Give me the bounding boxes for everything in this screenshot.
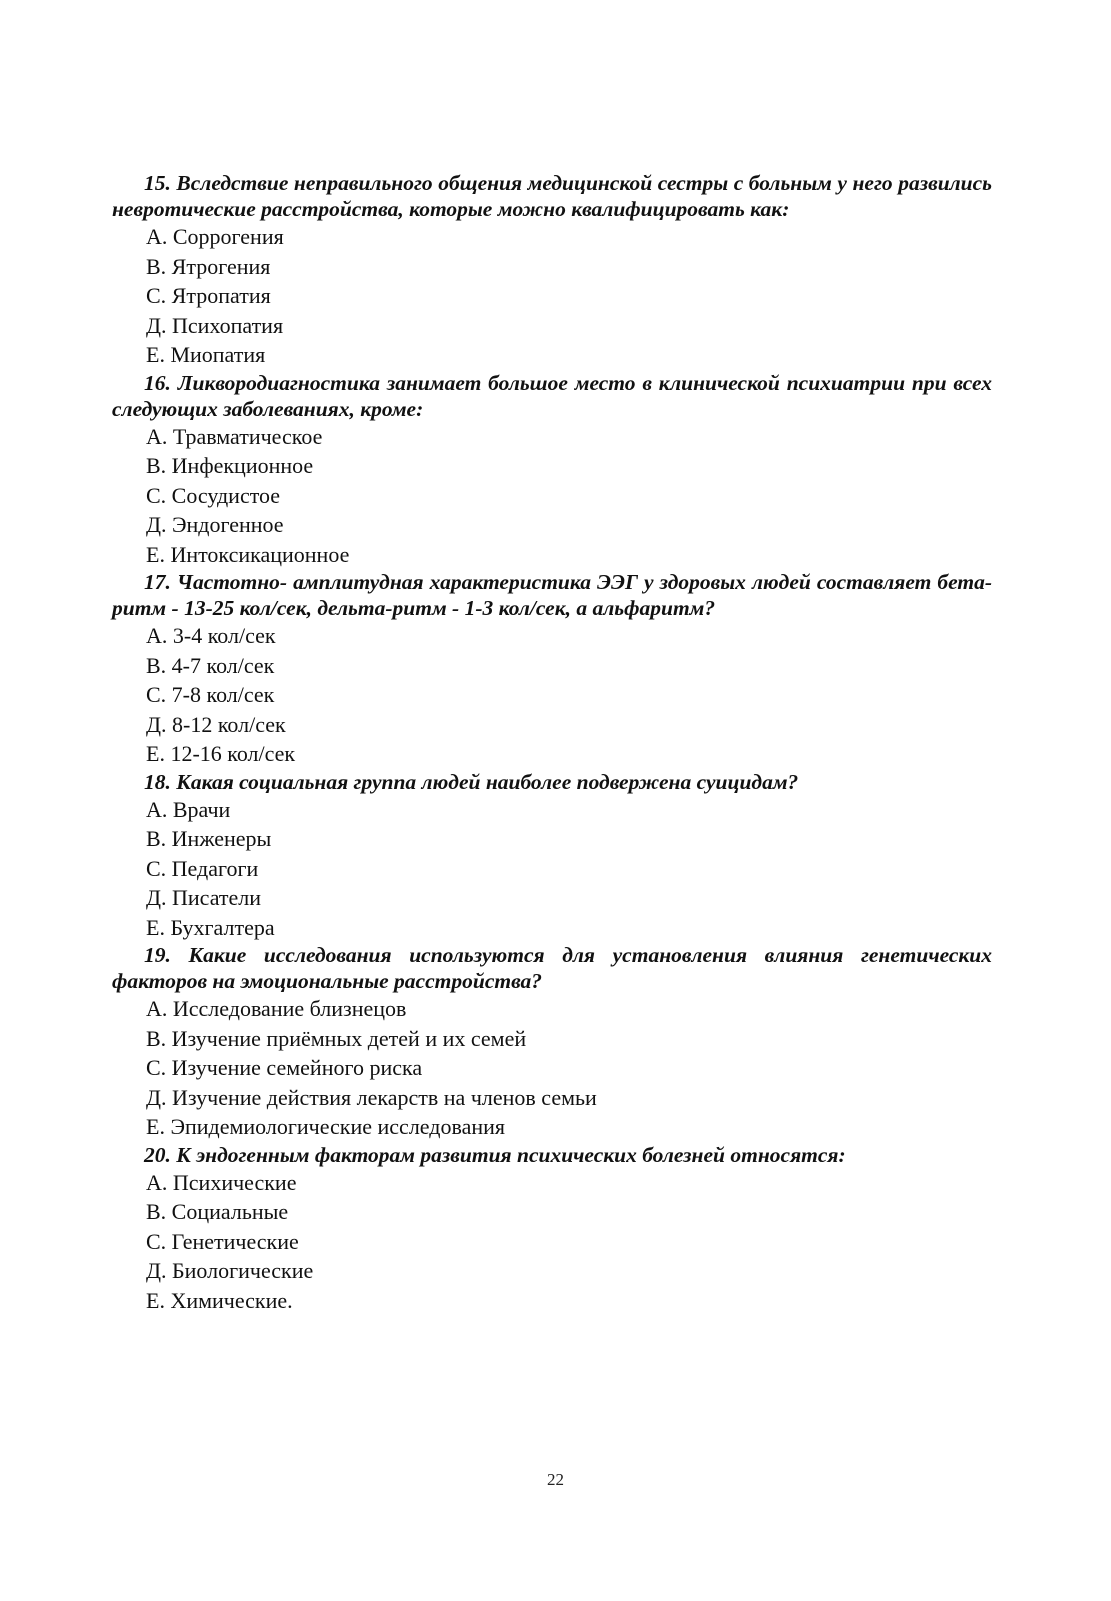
question-16 bbox=[112, 370, 992, 570]
answer-option-e: Е. Бухгалтера bbox=[146, 914, 275, 940]
answer-option-b: В. Социальные bbox=[146, 1199, 289, 1224]
answer-option-b: В. Инженеры bbox=[146, 826, 272, 851]
answer-option-a: А. Исследование близнецов bbox=[146, 996, 407, 1021]
question-text bbox=[112, 769, 992, 795]
answer-options bbox=[112, 1168, 992, 1316]
answer-option-e: Е. Интоксикационное bbox=[146, 541, 350, 567]
answer-option-d: Д. Писатели bbox=[146, 885, 262, 910]
question-20 bbox=[112, 1142, 992, 1316]
answer-option-c: С. Педагоги bbox=[146, 855, 259, 881]
answer-option-a: А. Врачи bbox=[146, 796, 231, 822]
answer-option-c: С. Изучение семейного риска bbox=[146, 1055, 423, 1080]
answer-option-d: Д. Психопатия bbox=[146, 312, 284, 338]
answer-option-c: С. 7-8 кол/сек bbox=[146, 682, 275, 707]
answer-option-b: В. Изучение приёмных детей и их семей bbox=[146, 1025, 527, 1051]
answer-options bbox=[112, 621, 992, 769]
question-text bbox=[112, 170, 992, 222]
answer-option-b: В. Ятрогения bbox=[146, 253, 271, 279]
answer-options bbox=[112, 422, 992, 570]
answer-option-e: Е. Миопатия bbox=[146, 342, 266, 367]
question-text bbox=[112, 942, 992, 994]
answer-option-c: С. Генетические bbox=[146, 1228, 299, 1254]
answer-options bbox=[112, 795, 992, 943]
question-text bbox=[112, 1142, 992, 1168]
question-19 bbox=[112, 942, 992, 1142]
answer-option-e: Е. Химические. bbox=[146, 1287, 293, 1313]
question-body: Вследствие неправильного общения медицинской сестры с больным у него развились невротические расстройства, которые можно квалифицировать как: bbox=[112, 171, 993, 221]
answer-options bbox=[112, 994, 992, 1142]
question-number: 18. bbox=[144, 769, 171, 794]
answer-option-a: А. Психические bbox=[146, 1169, 297, 1195]
answer-options bbox=[112, 222, 992, 370]
answer-option-e: Е. Эпидемиологические исследования bbox=[146, 1114, 505, 1139]
answer-option-a: А. Соррогения bbox=[146, 224, 284, 249]
answer-option-b: В. Инфекционное bbox=[146, 453, 314, 478]
answer-option-a: А. Травматическое bbox=[146, 423, 323, 449]
question-18 bbox=[112, 769, 992, 943]
question-number: 20. bbox=[144, 1142, 171, 1167]
answer-option-d: Д. Эндогенное bbox=[146, 512, 284, 537]
question-body: Частотно- амплитудная характеристика ЭЭГ у здоровых людей составляет бета-ритм - 13-25 кол/сек, дельта-ритм - 1-3 кол/сек, а альфаритм? bbox=[112, 570, 993, 620]
question-text bbox=[112, 569, 992, 621]
answer-option-e: Е. 12-16 кол/сек bbox=[146, 741, 296, 766]
question-17 bbox=[112, 569, 992, 769]
answer-option-a: А. 3-4 кол/сек bbox=[146, 623, 276, 648]
answer-option-d: Д. 8-12 кол/сек bbox=[146, 711, 286, 737]
question-15 bbox=[112, 170, 992, 370]
question-number: 15. bbox=[144, 171, 171, 195]
question-text bbox=[112, 370, 992, 422]
question-body: Какая социальная группа людей наиболее подвержена суицидам? bbox=[176, 769, 799, 794]
answer-option-b: В. 4-7 кол/сек bbox=[146, 652, 275, 678]
questions-list bbox=[112, 170, 992, 1315]
question-number: 17. bbox=[144, 570, 171, 594]
answer-option-c: С. Ятропатия bbox=[146, 283, 271, 308]
answer-option-d: Д. Биологические bbox=[146, 1258, 314, 1283]
question-number: 16. bbox=[144, 370, 171, 395]
question-number: 19. bbox=[144, 943, 171, 967]
answer-option-d: Д. Изучение действия лекарств на членов семьи bbox=[146, 1084, 597, 1110]
question-body: К эндогенным факторам развития психических болезней относятся: bbox=[176, 1142, 846, 1167]
page-number: 22 bbox=[547, 1470, 564, 1489]
question-body: Ликвородиагностика занимает большое место в клинической психиатрии при всех следующих заболеваниях, кроме: bbox=[112, 370, 992, 421]
answer-option-c: С. Сосудистое bbox=[146, 482, 281, 508]
question-body: Какие исследования используются для установления влияния генетических факторов на эмоциональные расстройства? bbox=[112, 943, 993, 993]
